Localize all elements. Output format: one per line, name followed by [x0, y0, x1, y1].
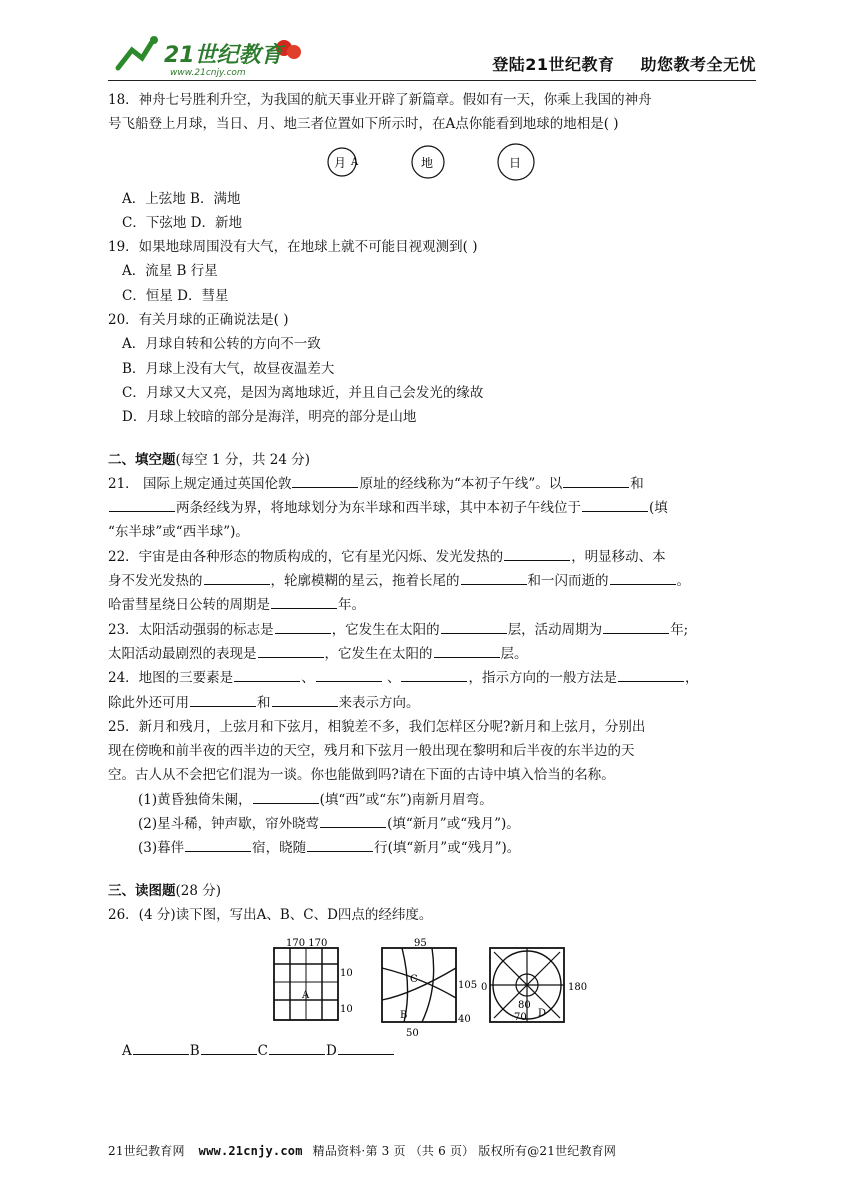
section-3-scoring: (28 分) — [175, 882, 222, 899]
q23-text-g: 层。 — [500, 645, 528, 662]
fig-moon-label: 月 — [334, 155, 347, 170]
q25-poem-3 — [108, 836, 758, 860]
q21-blank-1[interactable] — [292, 473, 358, 488]
q21-blank-3[interactable] — [109, 497, 175, 512]
q26-fig3-left-label: 0 — [481, 982, 488, 993]
q26-fig1-top-label: 170 170 — [286, 938, 328, 949]
slogan-right: 助您教考全无忧 — [640, 55, 756, 74]
q22-line2 — [108, 569, 758, 593]
q22-blank-1[interactable] — [504, 546, 570, 561]
q25-p2-text-a: (2)星斗稀，钟声歇，帘外晓莺 — [138, 816, 320, 833]
q24-blank-3[interactable] — [401, 667, 467, 682]
section-2-title — [108, 448, 758, 472]
logo-text: 21世纪教育 — [164, 43, 283, 68]
q25-blank-3[interactable] — [185, 837, 251, 852]
q26-fig2-top-label: 95 — [414, 938, 427, 949]
q22-blank-4[interactable] — [610, 570, 676, 585]
q24-line2 — [108, 691, 758, 715]
logo-url: www.21cnjy.com — [170, 68, 246, 78]
q23-blank-5[interactable] — [434, 643, 500, 658]
fig-earth-label: 地 — [421, 155, 434, 170]
q24-text-e: ， — [684, 670, 699, 687]
q26-answer-a-label: A — [122, 1043, 132, 1059]
q26-answer-b-label: B — [189, 1043, 200, 1059]
q24-text-b: 、 — [301, 670, 315, 687]
q26-fig3-polar — [481, 948, 587, 1023]
q26-stem: 26．(4 分)读下图，写出A、B、C、D四点的经纬度。 — [108, 906, 433, 923]
q25-blank-1[interactable] — [253, 789, 319, 804]
logo-graphic — [108, 32, 308, 78]
q26-answer-c-label: C — [257, 1043, 269, 1059]
q20-option-d: D．月球上较暗的部分是海洋，明亮的部分是山地 — [122, 409, 417, 426]
q25-line2: 现在傍晚和前半夜的西半边的天空，残月和下弦月一般出现在黎明和后半夜的东半边的天 — [108, 743, 635, 760]
q18-line1: 18．神舟七号胜利升空，为我国的航天事业开辟了新篇章。假如有一天，你乘上我国的神舟 — [108, 92, 652, 108]
q20-stem: 20．有关月球的正确说法是( ) — [108, 312, 289, 329]
q25-blank-4[interactable] — [307, 837, 373, 852]
q26-answer-b-blank[interactable] — [201, 1040, 257, 1055]
q21-line3: “东半球”或“西半球”)。 — [108, 524, 249, 541]
q24-text-h: 来表示方向。 — [338, 694, 420, 711]
q26-fig3-point-d: D — [538, 1008, 547, 1019]
q26-fig2-right-label-1: 105 — [458, 980, 478, 991]
q21-line1 — [108, 472, 758, 496]
q24-blank-2[interactable] — [316, 667, 382, 682]
q26-fig3-lat-70: 70 — [514, 1012, 527, 1023]
q24-text-f: 除此外还可用 — [108, 694, 189, 711]
q21-text-c: 和 — [630, 475, 644, 492]
q23-text-e: 太阳活动最剧烈的表现是 — [108, 645, 257, 662]
q24-text-d: ，指示方向的一般方法是 — [468, 670, 617, 687]
q26-fig1-grid — [274, 938, 353, 1020]
page-footer — [108, 1142, 758, 1159]
q23-blank-4[interactable] — [258, 643, 324, 658]
q18-options-2: C．下弦地 D．新地 — [122, 214, 242, 231]
q19-options-1: A．流星 B 行星 — [122, 263, 218, 280]
q26-fig1-right-label-1: 10 — [340, 968, 353, 979]
q19-options-2: C．恒星 D．彗星 — [122, 287, 229, 304]
q25-p1-text-a: (1)黄昏独倚朱阑， — [138, 791, 252, 808]
q22-text-g: 哈雷彗星绕日公转的周期是 — [108, 597, 270, 614]
q24-blank-1[interactable] — [234, 667, 300, 682]
q22-text-a: 22．宇宙是由各种形态的物质构成的，它有星光闪烁、发光发热的 — [108, 548, 504, 565]
section-2-scoring: (每空 1 分，共 24 分) — [175, 451, 310, 468]
q22-text-d: ，轮廓模糊的星云，拖着长尾的 — [270, 573, 460, 590]
q23-line1 — [108, 618, 758, 642]
q25-blank-2[interactable] — [320, 813, 386, 828]
q25-line3: 空。古人从不会把它们混为一谈。你也能做到吗?请在下面的古诗中填入恰当的名称。 — [108, 767, 615, 784]
q23-blank-2[interactable] — [441, 619, 507, 634]
q23-text-b: ，它发生在太阳的 — [331, 621, 440, 638]
q24-blank-4[interactable] — [618, 667, 684, 682]
page-content — [108, 88, 758, 927]
q25-p3-text-b: 宿，晓随 — [252, 840, 307, 857]
q24-text-g: 和 — [257, 694, 271, 711]
q26-fig2-right-label-2: 40 — [458, 1014, 471, 1025]
q26-fig2-graticule — [382, 938, 477, 1038]
q23-line2 — [108, 642, 758, 666]
section-3-heading: 三、读图题 — [108, 882, 176, 899]
q24-blank-6[interactable] — [272, 692, 338, 707]
q18-options-1: A．上弦地 B．满地 — [122, 190, 241, 207]
q20-option-c: C．月球又大又亮，是因为离地球近，并且自己会发光的缘故 — [122, 384, 484, 401]
q23-text-d: 年; — [670, 621, 689, 638]
q25-p2-text-b: (填“新月”或“残月”)。 — [387, 816, 520, 833]
slogan-left: 登陆21世纪教育 — [492, 55, 615, 74]
page-header — [108, 28, 756, 81]
q25-p1-text-b: (填“西”或“东”)南新月眉弯。 — [319, 791, 493, 808]
q19-stem: 19．如果地球周围没有大气，在地球上就不可能目视观测到( ) — [108, 239, 478, 256]
header-slogan — [492, 52, 756, 75]
q26-figures — [272, 938, 612, 1038]
q22-text-c: 身不发光发热的 — [108, 573, 203, 590]
q26-fig2-point-c: C — [410, 974, 418, 985]
q21-text-d: 两条经线为界，将地球划分为东半球和西半球，其中本初子午线位于 — [176, 500, 581, 517]
q26-fig2-bottom-label: 50 — [406, 1028, 419, 1038]
q25-poem-1 — [108, 788, 758, 812]
sun-moon-earth-figure — [324, 143, 654, 185]
q23-text-c: 层，活动周期为 — [507, 621, 603, 638]
q22-blank-5[interactable] — [271, 594, 337, 609]
q24-line1 — [108, 666, 758, 690]
q25-p3-text-a: (3)暮伴 — [138, 840, 185, 857]
site-logo[interactable] — [108, 32, 308, 78]
q22-text-h: 年。 — [338, 597, 365, 614]
fig-sun-label: 日 — [509, 155, 522, 170]
q21-text-e: (填 — [649, 500, 668, 517]
section-3-title — [108, 879, 758, 903]
q26-fig1-point-a: A — [302, 990, 310, 1001]
q21-text-b: 原址的经线称为“本初子午线”。以 — [359, 475, 563, 492]
q21-text-a: 21． 国际上规定通过英国伦敦 — [108, 475, 292, 492]
q24-text-c: 、 — [382, 670, 401, 687]
q26-answer-a-blank[interactable] — [133, 1040, 189, 1055]
q25-p3-text-c: 行(填“新月”或“残月”)。 — [374, 840, 521, 857]
q22-text-e: 和一闪而逝的 — [527, 573, 609, 590]
q26-fig3-lat-80: 80 — [518, 1000, 531, 1011]
q26-answer-c-blank[interactable] — [269, 1040, 325, 1055]
q21-line2 — [108, 496, 758, 520]
q24-blank-5[interactable] — [190, 692, 256, 707]
q26-fig2-point-b: B — [400, 1010, 408, 1021]
section-2-heading: 二、填空题 — [108, 451, 176, 468]
q22-blank-3[interactable] — [461, 570, 527, 585]
q23-blank-1[interactable] — [275, 619, 331, 634]
q26-answer-line — [122, 1040, 395, 1059]
q25-poem-2 — [108, 812, 758, 836]
q23-text-a: 23．太阳活动强弱的标志是 — [108, 621, 274, 638]
footer-site-name: 21世纪教育网 — [108, 1144, 185, 1158]
footer-page-info: 精品资料·第 3 页 （共 6 页） 版权所有@21世纪教育网 — [312, 1144, 617, 1158]
q26-fig1-right-label-2: 10 — [340, 1004, 353, 1015]
q23-blank-3[interactable] — [603, 619, 669, 634]
q24-text-a: 24．地图的三要素是 — [108, 670, 234, 687]
q22-line3 — [108, 593, 758, 617]
q21-blank-4[interactable] — [582, 497, 648, 512]
q22-text-f: 。 — [676, 573, 690, 590]
q18-figure-area — [108, 137, 758, 187]
q26-answer-d-label: D — [326, 1043, 337, 1059]
q18-line2: 号飞船登上月球，当日、月、地三者位置如下所示时，在A点你能看到地球的地相是( ) — [108, 116, 619, 133]
q21-blank-2[interactable] — [563, 473, 629, 488]
q20-option-a: A．月球自转和公转的方向不一致 — [122, 336, 321, 353]
q23-text-f: ，它发生在太阳的 — [324, 645, 433, 662]
footer-site-url[interactable]: www.21cnjy.com — [198, 1144, 303, 1158]
q26-answer-d-blank[interactable] — [338, 1040, 394, 1055]
q22-line1 — [108, 545, 758, 569]
fig-point-a: A — [351, 156, 359, 168]
q20-option-b: B．月球上没有大气，故昼夜温差大 — [122, 360, 335, 377]
q26-fig3-right-label: 180 — [568, 982, 588, 993]
q22-text-b: ，明显移动、本 — [571, 548, 666, 565]
q25-line1: 25．新月和残月，上弦月和下弦月，相貌差不多，我们怎样区分呢?新月和上弦月，分别出 — [108, 718, 646, 735]
q22-blank-2[interactable] — [204, 570, 270, 585]
